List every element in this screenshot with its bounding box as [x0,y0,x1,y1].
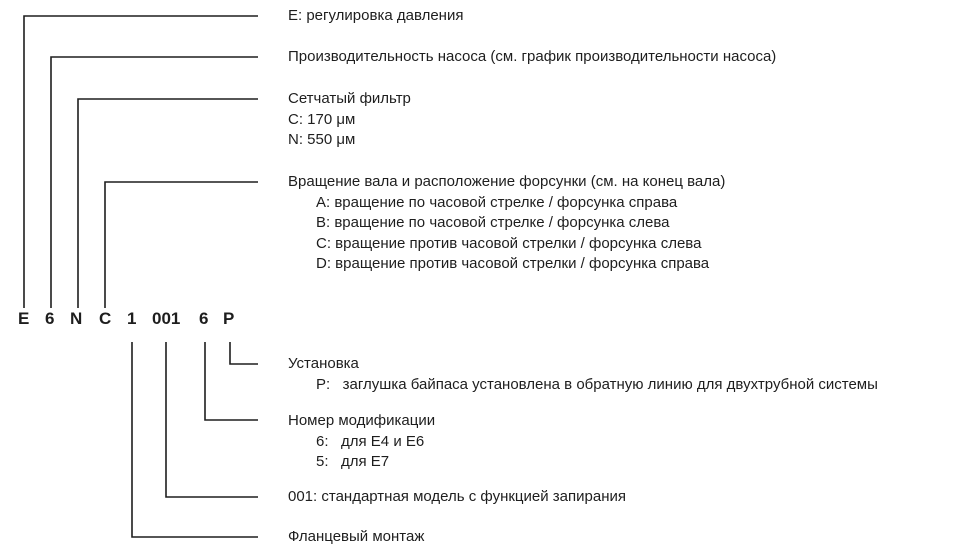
desc-rotation [288,172,725,275]
desc-installation-item: P: заглушка байпаса установлена в обратную линию для двухтрубной системы [316,375,878,393]
desc-capacity [288,47,776,68]
desc-model [288,487,626,508]
desc-rotation-item: C: вращение против часовой стрелки / форсунка слева [316,234,702,252]
desc-modification-item: 5: для E7 [316,453,390,470]
connector-modification [205,342,258,420]
desc-mount-text: Фланцевый монтаж [288,528,425,545]
desc-capacity-text: Производительность насоса (см. график производительности насоса) [288,48,777,65]
code-mount: 1 [127,309,137,328]
desc-regulation-text: E: регулировка давления [288,7,464,24]
desc-mount [288,527,424,548]
desc-filter-item: C: 170 μм [288,110,356,128]
connector-regulation [24,16,258,308]
desc-installation [288,354,878,395]
connector-rotation [105,182,258,308]
desc-filter-title: Сетчатый фильтр [288,90,411,107]
desc-filter-item: N: 550 μм [288,131,356,148]
connector-installation [230,342,258,364]
desc-rotation-item: B: вращение по часовой стрелке / форсунка слева [316,214,670,231]
desc-model-text: 001: стандартная модель с функцией запирания [288,488,626,505]
desc-modification-item: 6: для E4 и E6 [316,432,425,450]
desc-rotation-item: D: вращение против часовой стрелки / форсунка справа [316,255,710,272]
code-installation: P [223,309,235,328]
code-filter: N [70,309,83,328]
desc-filter [288,89,411,151]
connector-mount [132,342,258,537]
code-modification: 6 [199,309,209,328]
desc-rotation-title: Вращение вала и расположение форсунки (см. на конец вала) [288,173,726,190]
desc-rotation-item: A: вращение по часовой стрелке / форсунка справа [316,193,678,211]
desc-installation-title: Установка [288,355,359,372]
code-model: 001 [152,309,181,328]
code-e: E [18,309,30,328]
code-size: 6 [45,309,55,328]
desc-modification-title: Номер модификации [288,412,436,429]
desc-modification [288,411,435,473]
desc-regulation [288,6,463,27]
code-rotation: C [99,309,112,328]
